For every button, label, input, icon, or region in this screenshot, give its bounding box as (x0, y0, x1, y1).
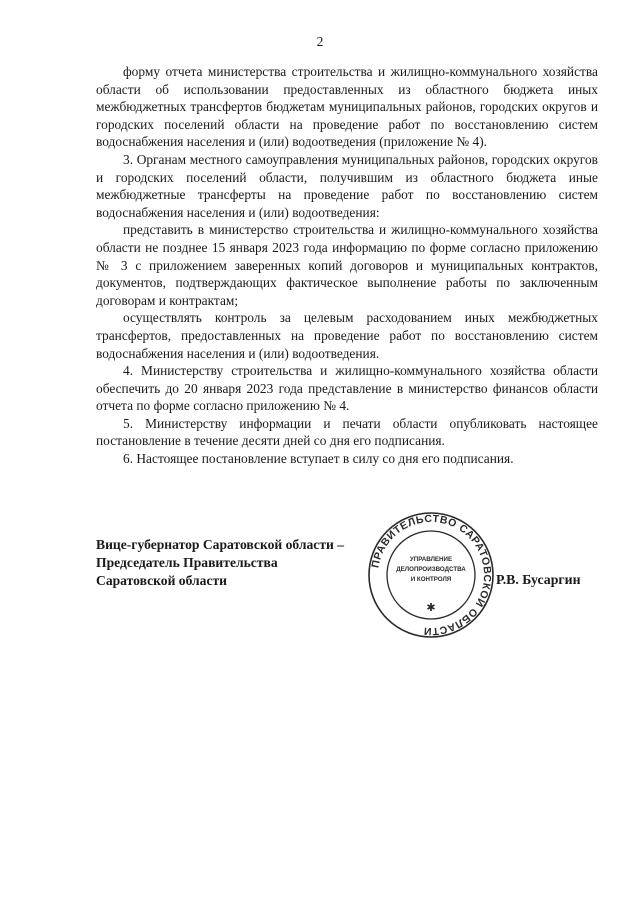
signature-title-line-2: Председатель Правительства (96, 555, 278, 570)
paragraph-item-3-control: осуществлять контроль за целевым расходованием иных межбюджетных трансфертов, предоставленных на проведение работ по восстановлению систем водоснабжения населения и (или) водоотведения. (96, 310, 598, 361)
paragraph-report-form: форму отчета министерства строительства и жилищно-коммунального хозяйства области об использовании предоставленных из областного бюджета иных межбюджетных трансфертов бюджетам муниципальных районов, городских округов и городских поселений области на проведение работ по восстановлению систем водоснабжения населения и (или) водоотведения (приложение № 4). (96, 64, 598, 150)
paragraph-item-5: 5. Министерству информации и печати области опубликовать настоящее постановление в течение десяти дней со дня его подписания. (96, 415, 598, 449)
seal-inner-line-1: УПРАВЛЕНИЕ (409, 556, 453, 563)
seal-inner-line-3: И КОНТРОЛЯ (410, 576, 452, 583)
paragraph-item-3: 3. Органам местного самоуправления муниципальных районов, городских округов и городских поселений области, получившим из областного бюджета иные межбюджетные трансферты на проведение работ по восстановлению систем водоснабжения населения и (или) водоотведения: (96, 151, 598, 220)
paragraph-item-3-submit: представить в министерство строительства и жилищно-коммунального хозяйства области не позднее 15 января 2023 года информацию по форме согласно приложению № 3 с приложением заверенных копий договоров и муниципальных контрактов, документов, подтверждающих фактическое выполнение работы по заключенным договорам и контрактам; (96, 222, 598, 308)
page-number: 2 (316, 34, 324, 49)
signature-title-line-1: Вице-губернатор Саратовской области – (96, 537, 345, 552)
seal-star-icon: ✱ (426, 601, 436, 614)
seal-outer-text: ПРАВИТЕЛЬСТВО САРАТОВСКОЙ ОБЛАСТИ (369, 512, 494, 638)
signature-title-line-3: Саратовской области (96, 573, 228, 588)
paragraph-item-4: 4. Министерству строительства и жилищно-коммунального хозяйства области обеспечить до 20 января 2023 года представление в министерство финансов области отчета по форме согласно приложению № 4. (96, 363, 598, 414)
official-seal-stamp (366, 510, 496, 640)
signatory-name: Р.В. Бусаргин (496, 572, 581, 587)
paragraph-item-6: 6. Настоящее постановление вступает в силу со дня его подписания. (123, 451, 514, 467)
seal-inner-line-2: ДЕЛОПРОИЗВОДСТВА (396, 566, 466, 573)
document-body (96, 63, 598, 468)
signature-title-block (96, 536, 344, 590)
